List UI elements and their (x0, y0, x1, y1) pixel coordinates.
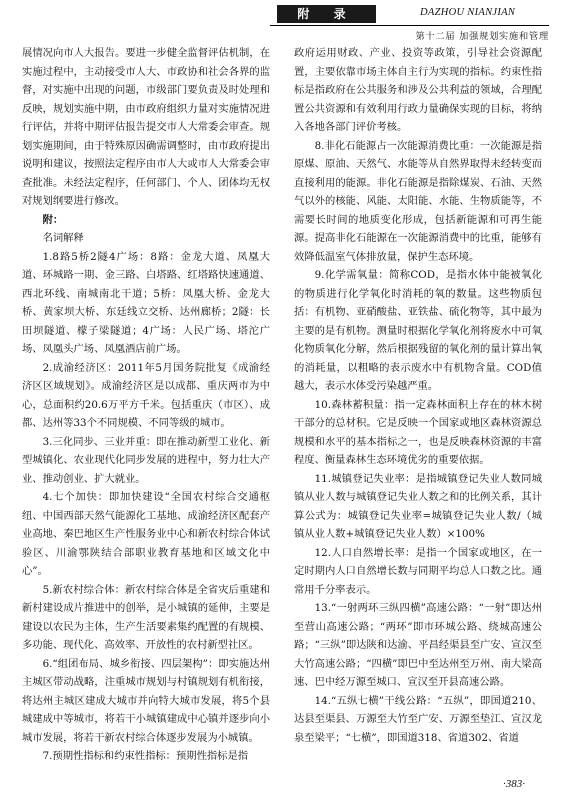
glossary-item: 13.“一射两环三纵四横”高速公路：“一射”即达州至营山高速公路；“两环”即市环城公路、绕城高速公路；“三纵”即达陕和达渝、平昌经渠县至广安、宣汉至大竹高速公路；“四横”即巴中至达州至万州、南大梁高速、巴中经万源至城口、宣汉至开县高速公路。 (294, 602, 542, 688)
glossary-item: 9.化学需氧量：简称COD，是指水体中能被氧化的物质进行化学氧化时消耗的氧的数量。这些物质包括：有机物、亚硝酸盐、亚铁盐、硫化物等，其中最为主要的是有机物。测量时根据化学氧化剂将废水中可氧化物质氧化分解，然后根据残留的氧化剂的量计算出氧的消耗量，以粗略的表示废水中有机物含量。COD值越大，表示水体受污染越严重。 (294, 269, 542, 392)
left-column (22, 44, 270, 774)
glossary-item: 14.“五纵七横”干线公路：“五纵”，即国道210、达县至渠县、万源至大竹至广安、万源至垫江、宣汉龙泉至梁平；“七横”，即国道318、省道302、省道 (294, 694, 542, 744)
right-column (294, 44, 542, 774)
glossary-item: 6.“组团布局、城乡衔接、四层架构”：即实施达州主城区带动战略，注重城市规划与村镇规划有机衔接，将达州主城区建成大城市并向特大城市发展，将5个县城建成中等城市，将若干小城镇建成中心镇并逐步向小城市发展，将若干新农村综合体逐步发展为小城镇。 (22, 657, 270, 744)
paragraph: 政府运用财政、产业、投资等政策，引导社会资源配置，主要依靠市场主体自主行为实现的指标。约束性指标是指政府在公共服务和涉及公共利益的领域，合理配置公共资源和有效利用行政力量确保实现的目标，将纳入各地各部门评价考核。 (294, 47, 542, 133)
glossary-heading: 名词解释 (42, 232, 84, 244)
section-subtitle: 第十二届 加强规划实施和管理 (415, 31, 549, 42)
appendix-label: 附： (42, 213, 64, 226)
glossary-item: 10.森林蓄积量：指一定森林面积上存在的林木树干部分的总材积。它是反映一个国家或地区森林资源总规模和水平的基本指标之一，也是反映森林资源的丰富程度、衡量森林生态环境优劣的重要依据。 (294, 398, 542, 466)
glossary-item: 11.城镇登记失业率：是指城镇登记失业人数同城镇从业人数与城镇登记失业人数之和的比例关系，其计算公式为：城镇登记失业率=城镇登记失业人数/（城镇从业人数+城镇登记失业人数）×100% (294, 472, 542, 540)
glossary-item: 1.8路5桥2隧4广场：8路：金龙大道、凤凰大道、环城路一期、金三路、白塔路、红塔路快速通道、西北环线、南城南北干道；5桥：凤凰大桥、金龙大桥、黄家坝大桥、东廷线立交桥、达州廊桥；2隧：长田坝隧道、檬子梁隧道；4广场：人民广场、塔沱广场、凤凰头广场、凤凰酒店前广场。 (22, 250, 270, 355)
glossary-item: 12.人口自然增长率：是指一个国家或地区，在一定时期内人口自然增长数与同期平均总人口数之比。通常用千分率表示。 (294, 546, 542, 596)
glossary-item: 4.七个加快：即加快建设“全国农村综合交通枢纽、中国西部天然气能源化工基地、成渝经济区配套产业高地、秦巴地区生产性服务业中心和新农村综合体试验区、川渝鄂陕结合部职业教育基地和区域文化中心”。 (22, 491, 270, 577)
yearbook-title: DAZHOU NIANJIAN (420, 7, 516, 18)
appendix-tab: 附 录 (277, 5, 376, 23)
header-rule (270, 25, 549, 26)
paragraph: 展情况向市人大报告。要进一步健全监督评估机制，在实施过程中，主动接受市人大、市政协和社会各界的监督，对实施中出现的问题，市级部门要负责及时处理和反映，规划实施中期，由市政府组织力量对实施情况进行评估，并将中期评估报告提交市人大常委会审查。规划实施期间，由于特殊原因确需调整时，由市政府提出说明和建议，按照法定程序由市人大或市人大常委会审查批准。未经法定程序，任何部门、个人、团体均无权对规划纲要进行修改。 (22, 47, 270, 207)
glossary-item: 7.预期性指标和约束性指标：预期性指标是指 (42, 750, 249, 762)
glossary-item: 2.成渝经济区：2011年5月国务院批复《成渝经济区区域规划》。成渝经济区是以成都、重庆两市为中心，总面积约20.6万平方千米。包括重庆（市区）、成都、达州等33个不同规模、不同等级的城市。 (22, 361, 270, 429)
glossary-item: 5.新农村综合体：新农村综合体是全省灾后重建和新村建设成片推进中的创举，是小城镇的延伸，主要是建设以农民为主体，生产生活要素集约配置的有规模、多功能、现代化、高效率、开放性的农村新型社区。 (22, 583, 270, 651)
page-number: ·383· (503, 778, 525, 790)
glossary-item: 3.三化同步、三业并重：即在推动新型工业化、新型城镇化、农业现代化同步发展的进程中，努力壮大产业、推动创业、扩大就业。 (22, 435, 270, 485)
page-header (0, 0, 561, 50)
glossary-item: 8.非化石能源占一次能源消费比重：一次能源是指原煤、原油、天然气、水能等从自然界取得未经转变而直接利用的能源。非化石能源是指除煤炭、石油、天然气以外的核能、风能、太阳能、水能、生物质能等，不需要长时间的地质变化形成，包括新能源和可再生能源。提高非化石能源在一次能源消费中的比重，能够有效降低温室气体排放量，保护生态环境。 (294, 139, 542, 263)
